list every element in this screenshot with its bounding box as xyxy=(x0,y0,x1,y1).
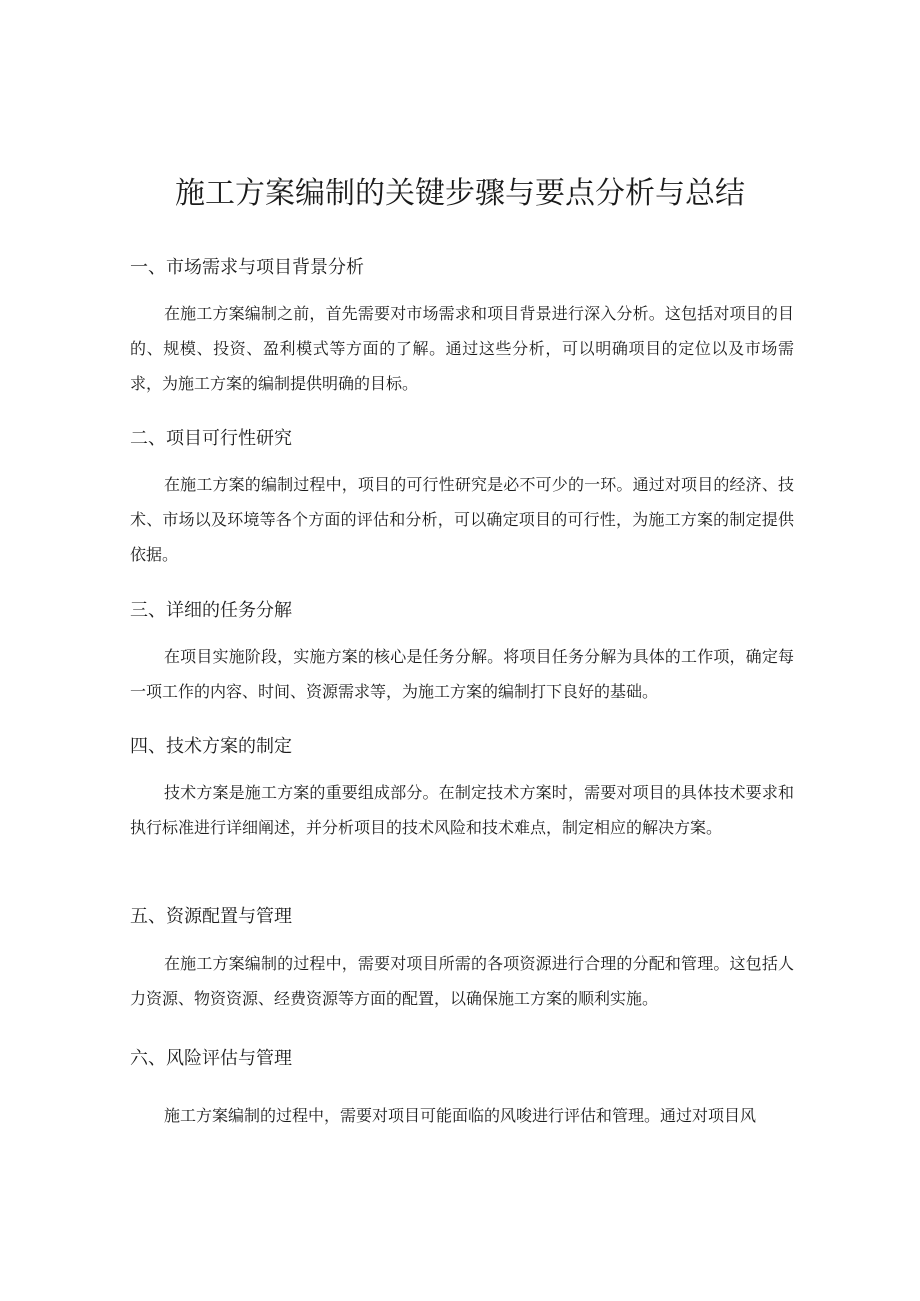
section-2-heading: 二、项目可行性研究 xyxy=(130,428,292,449)
section-2-body: 在施工方案的编制过程中，项目的可行性研究是必不可少的一环。通过对项目的经济、技术、市场以及环境等各个方面的评估和分析，可以确定项目的可行性，为施工方案的制定提供依据。 xyxy=(130,475,794,564)
section-5-body: 在施工方案编制的过程中，需要对项目所需的各项资源进行合理的分配和管理。这包括人力资源、物资资源、经费资源等方面的配置，以确保施工方案的顺利实施。 xyxy=(130,954,794,1008)
section-4-body: 技术方案是施工方案的重要组成部分。在制定技术方案时，需要对项目的具体技术要求和执行标准进行详细阐述，并分析项目的技术风险和技术难点，制定相应的解决方案。 xyxy=(130,783,794,837)
section-1-heading: 一、市场需求与项目背景分析 xyxy=(130,257,364,278)
section-6-body: 施工方案编制的过程中，需要对项目可能面临的风唆进行评估和管理。通过对项目风 xyxy=(164,1106,757,1125)
section-3-heading: 三、详细的任务分解 xyxy=(130,600,292,621)
section-5-heading: 五、资源配置与管理 xyxy=(130,906,292,927)
document-title: 施工方案编制的关键步骤与要点分析与总结 xyxy=(175,176,745,211)
section-1-body: 在施工方案编制之前，首先需要对市场需求和项目背景进行深入分析。这包括对项目的目的、规模、投资、盈利模式等方面的了解。通过这些分析，可以明确项目的定位以及市场需求，为施工方案的编制提供明确的目标。 xyxy=(130,304,794,393)
section-4-heading: 四、技术方案的制定 xyxy=(130,736,292,757)
section-3-body: 在项目实施阶段，实施方案的核心是任务分解。将项目任务分解为具体的工作项，确定每一项工作的内容、时间、资源需求等，为施工方案的编制打下良好的基础。 xyxy=(130,647,794,701)
section-6-heading: 六、风险评估与管理 xyxy=(130,1048,292,1069)
